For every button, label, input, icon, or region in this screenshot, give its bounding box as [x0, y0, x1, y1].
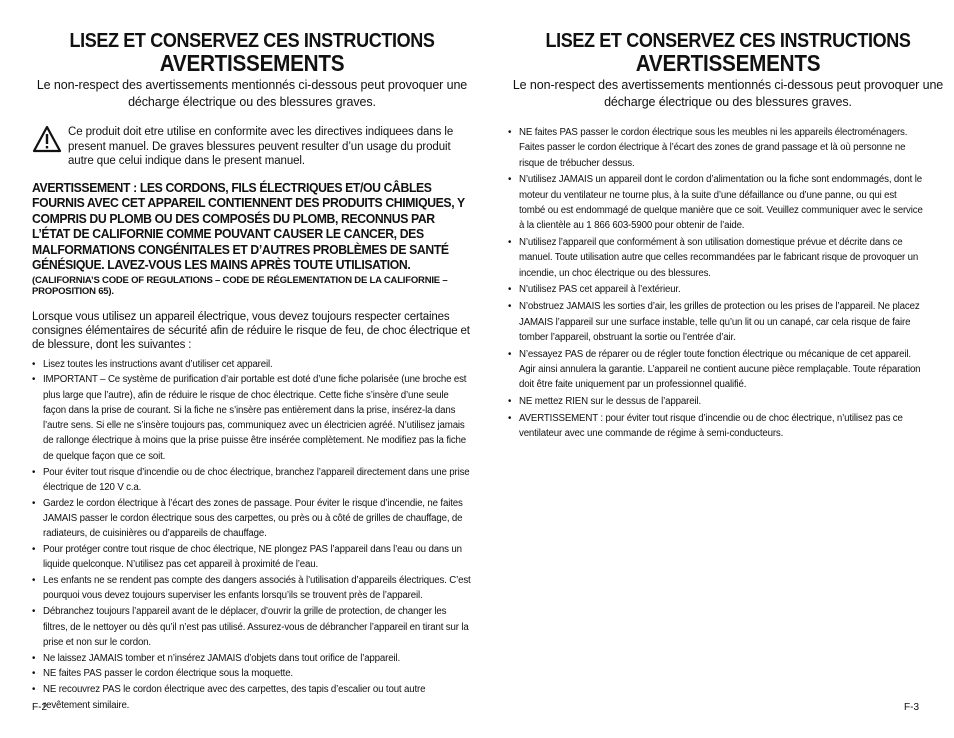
list-item: • N’utilisez JAMAIS un appareil dont le cordon d’alimentation ou la fiche sont endommagés, dont le moteur du ventilateur ne tourne plus, à la suite d’une défaillance ou d’une panne, ou qui est tombé ou est endommagé de quelque manière que ce soit. Veuillez communiquer avec le service à la clientèle au 1 866 603-5900 pour obtenir de l’aide. [508, 172, 924, 233]
warnings-heading: AVERTISSEMENTS [635, 50, 821, 76]
safety-list [32, 357, 472, 713]
prop65-reference: (CALIFORNIA’S CODE OF REGULATIONS – CODE DE RÉGLEMENTATION DE LA CALIFORNIE – PROPOSITION 65). [32, 274, 448, 297]
page-number: F-3 [904, 702, 919, 713]
list-item: • N’essayez PAS de réparer ou de régler toute fonction électrique ou mécanique de cet appareil. Agir ainsi annulera la garantie. L’appareil ne contient aucune pièce remplaçable. Toute réparation doit être faite uniquement par un professionnel qualifié. [508, 347, 924, 393]
prop65-warning: AVERTISSEMENT : LES CORDONS, FILS ÉLECTRIQUES ET/OU CÂBLES FOURNIS AVEC CET APPAREIL CONTIENNENT DES PRODUITS CHIMIQUES, Y COMPRIS DU PLOMB OU DES COMPOSÉS DU PLOMB, RECONNUS PAR L’ÉTAT DE CALIFORNIE COMME POUVANT CAUSER LE CANCER, DES MALFORMATIONS CONGÉNITALES ET D’AUTRES PROBLÈMES DE SANTÉ GÉNÉSIQUE. LAVEZ-VOUS LES MAINS APRÈS TOUTE UTILISATION. [32, 179, 465, 272]
intro-text: Le non-respect des avertissements mentionnés ci-dessous peut provoquer une décharge électrique ou des blessures graves. [36, 78, 468, 109]
caution-block [32, 125, 472, 169]
warnings-heading: AVERTISSEMENTS [159, 50, 345, 76]
list-item: • AVERTISSEMENT : pour éviter tout risque d’incendie ou de choc électrique, n’utilisez pas ce ventilateur avec une commande de régime à semi-conducteurs. [508, 411, 924, 442]
list-item: • N’obstruez JAMAIS les sorties d’air, les grilles de protection ou les prises de l’appareil. Ne placez JAMAIS l’appareil sur une surface instable, telle qu’un lit ou un canapé, car cela risque de faire tomber l’appareil, obstruant la sortie ou l’entrée d’air. [508, 299, 924, 345]
warning-triangle-icon [32, 125, 68, 169]
intro-text: Le non-respect des avertissements mentionnés ci-dessous peut provoquer une décharge électrique ou des blessures graves. [512, 78, 944, 109]
list-item: • Lisez toutes les instructions avant d’utiliser cet appareil. [32, 357, 472, 372]
list-item: • NE faites PAS passer le cordon électrique sous la moquette. [32, 666, 472, 681]
list-item: • Débranchez toujours l’appareil avant de le déplacer, d’ouvrir la grille de protection, de changer les filtres, de le nettoyer ou dès qu’il n’est pas utilisé. Assurez-vous de débrancher l’appareil en tirant sur la prise et non sur le cordon. [32, 604, 472, 650]
list-item: • Pour éviter tout risque d’incendie ou de choc électrique, branchez l’appareil directement dans une prise électrique de 120 V c.a. [32, 465, 472, 496]
safety-list [508, 125, 924, 441]
list-item: • N’utilisez PAS cet appareil à l’extérieur. [508, 282, 924, 297]
safety-paragraph: Lorsque vous utilisez un appareil électrique, vous devez toujours respecter certaines consignes élémentaires de sécurité afin de réduire le risque de feu, de choc électrique et de blessure, dont les suivantes : [32, 310, 470, 351]
list-item: • Les enfants ne se rendent pas compte des dangers associés à l’utilisation d’appareils électriques. C’est pourquoi vous devez toujours superviser les enfants lorsqu’ils se trouvent près de l’appareil. [32, 573, 472, 604]
page-number: F-2 [32, 702, 47, 713]
instructions-heading: LISEZ ET CONSERVEZ CES INSTRUCTIONS [545, 30, 911, 52]
caution-text: Ce produit doit etre utilise en conformite avec les directives indiquees dans le present manuel. De graves blessures peuvent resulter d’un usage du produit autre que celui indique dans le present manuel. [68, 126, 454, 167]
list-item: • NE recouvrez PAS le cordon électrique avec des carpettes, des tapis d’escalier ou tout autre revêtement similaire. [32, 682, 472, 713]
list-item: • Gardez le cordon électrique à l’écart des zones de passage. Pour éviter le risque d’incendie, ne faites JAMAIS passer le cordon électrique sous des carpettes, ou près ou à côté de grilles de chauffage, de radiateurs, de cuisinières ou d’appareils de chauffage. [32, 496, 472, 542]
list-item: • NE mettez RIEN sur le dessus de l’appareil. [508, 394, 924, 409]
list-item: • IMPORTANT – Ce système de purification d’air portable est doté d’une fiche polarisée (une broche est plus large que l’autre), afin de réduire le risque de choc électrique. Cette fiche s’insère d’une seule façon dans la prise de courant. Si la fiche ne s’insère pas entièrement dans la prise, insérez-la dans l’autre sens. Si elle ne s’insère toujours pas, communiquez avec un électricien agréé. N’utilisez jamais de rallonge électrique à moins que la prise puisse être insérée complètement. Ne modifiez pas la fiche de quelque façon que ce soit. [32, 372, 472, 464]
instructions-heading: LISEZ ET CONSERVEZ CES INSTRUCTIONS [69, 30, 435, 52]
right-page [508, 0, 948, 738]
list-item: • Pour protéger contre tout risque de choc électrique, NE plongez PAS l’appareil dans l’eau ou dans un liquide quelconque. N’utilisez pas cet appareil à proximité de l’eau. [32, 542, 472, 573]
list-item: • Ne laissez JAMAIS tomber et n’insérez JAMAIS d’objets dans tout orifice de l’appareil. [32, 651, 472, 666]
list-item: • N’utilisez l’appareil que conformément à son utilisation domestique prévue et décrite dans ce manuel. Toute utilisation autre que celles recommandées par le fabricant risque de provoquer un incendie, un choc électrique ou des blessures. [508, 235, 924, 281]
list-item: • NE faites PAS passer le cordon électrique sous les meubles ni les appareils électroménagers. Faites passer le cordon électrique à l’écart des zones de grand passage et là où personne ne risque de trébucher dessus. [508, 125, 924, 171]
left-page [32, 0, 472, 738]
